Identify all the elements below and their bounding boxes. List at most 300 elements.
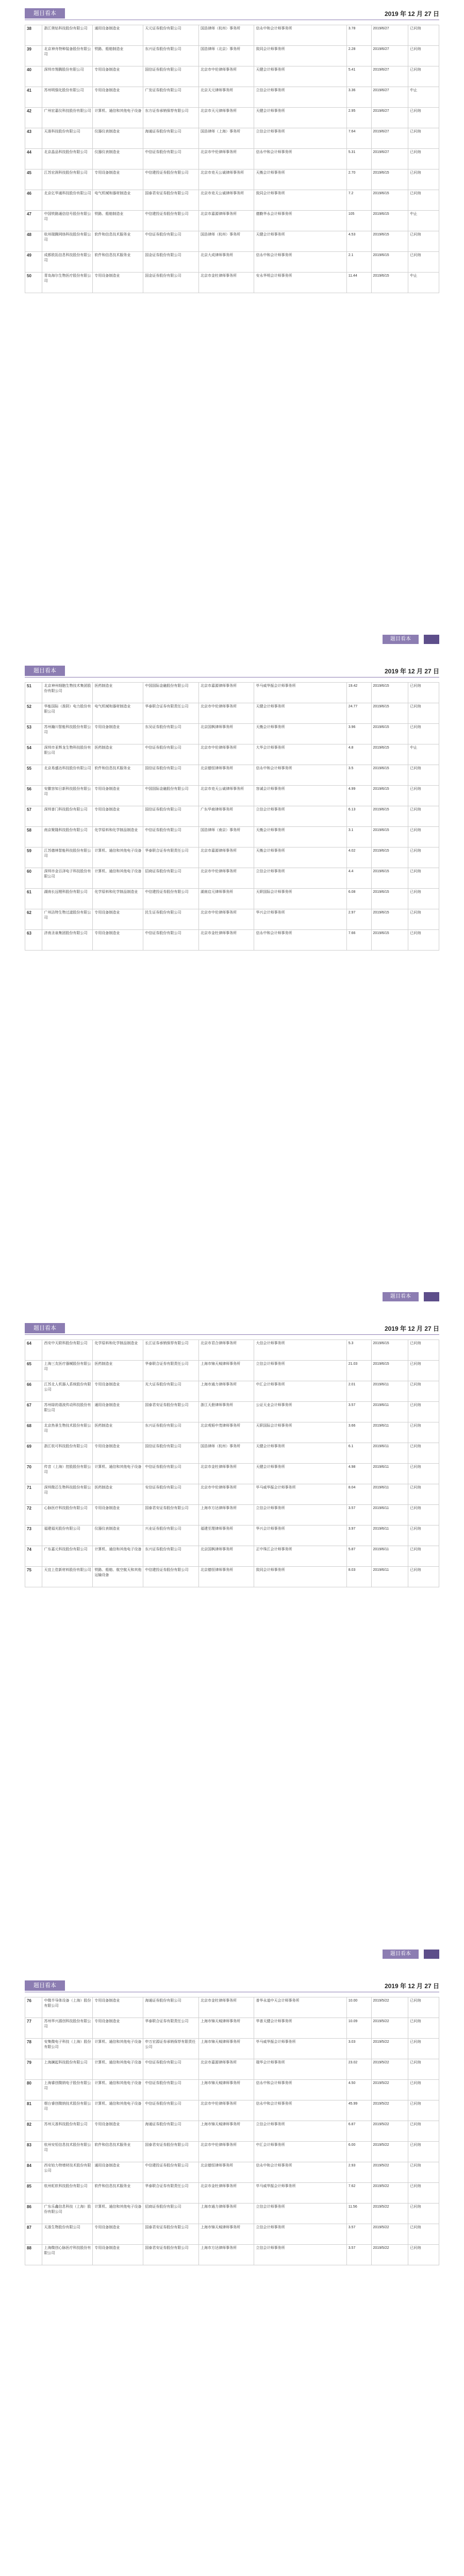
table-cell: 北京市金杜律师事务所 — [198, 2183, 254, 2204]
table-row — [25, 683, 439, 703]
table-cell: 计算机、通信和其他电子设备 — [93, 2039, 143, 2059]
table-cell: 公证天业会计师事务所 — [254, 1402, 346, 1422]
table-cell: 中信建投证券股份有限公司 — [143, 889, 199, 909]
table-cell: 杭州虹软科技股份有限公司 — [42, 2183, 93, 2204]
table-cell: 湖南启元律师事务所 — [198, 889, 254, 909]
table-cell: 浙江杭可科技股份有限公司 — [42, 1443, 93, 1464]
table-cell: 上海市锦天城律师事务所 — [198, 2018, 254, 2039]
table-cell: 北京市嘉源律师事务所 — [198, 211, 254, 231]
table-row — [25, 1464, 439, 1484]
table-row — [25, 1997, 439, 2018]
table-row — [25, 2100, 439, 2121]
table-cell: 正中珠江会计师事务所 — [254, 1546, 346, 1567]
table-cell: 软件和信息技术服务业 — [93, 2142, 143, 2162]
row-number-cell: 39 — [25, 46, 42, 66]
table-cell: 中止 — [408, 87, 439, 108]
table-cell: 国浩律师（南京）事务所 — [198, 827, 254, 848]
table-row — [25, 1567, 439, 1587]
table-cell: 11.44 — [346, 273, 371, 293]
table-cell: 天健会计师事务所 — [254, 1464, 346, 1484]
row-number-cell: 56 — [25, 786, 42, 806]
table-row — [25, 2142, 439, 2162]
table-cell: 计算机、通信和其他电子设备 — [93, 2080, 143, 2100]
ipo-queue-table — [25, 1997, 439, 2265]
table-cell: 铁路、船舶、航空航天和其他运输设备 — [93, 1567, 143, 1587]
row-number-cell: 53 — [25, 724, 42, 744]
table-cell: 已问询 — [408, 1402, 439, 1422]
table-cell: 德勤华永会计师事务所 — [254, 211, 346, 231]
page-footer — [383, 635, 439, 644]
table-row — [25, 2080, 439, 2100]
table-cell: 21.03 — [346, 1361, 371, 1381]
table-cell: 招商证券股份有限公司 — [143, 868, 199, 889]
table-cell: 国泰君安证券股份有限公司 — [143, 2142, 199, 2162]
table-cell: 11.56 — [346, 2204, 371, 2224]
table-cell: 2019/6/15 — [371, 683, 408, 703]
table-cell: 4.50 — [346, 2080, 371, 2100]
table-cell: 天衡会计师事务所 — [254, 848, 346, 868]
table-cell: 2019/5/22 — [371, 2100, 408, 2121]
table-cell: 2019/6/15 — [371, 930, 408, 951]
table-cell: 3.66 — [346, 1422, 371, 1443]
table-cell: 海通证券股份有限公司 — [143, 128, 199, 149]
table-cell: 华泰联合证券有限责任公司 — [143, 1361, 199, 1381]
table-cell: 2019/6/15 — [371, 868, 408, 889]
table-cell: 西安中天联科股份有限公司 — [42, 1340, 93, 1361]
table-cell: 杭州安恒信息技术股份有限公司 — [42, 2142, 93, 2162]
table-row — [25, 252, 439, 273]
table-cell: 已问询 — [408, 2162, 439, 2183]
table-cell: 已问询 — [408, 1997, 439, 2018]
table-cell: 深圳市金百泽电子科技股份有限公司 — [42, 868, 93, 889]
table-row — [25, 2059, 439, 2080]
table-cell: 2019/6/15 — [371, 848, 408, 868]
table-cell: 毕马威华振会计师事务所 — [254, 683, 346, 703]
table-cell: 上海微创心脉医疗科技股份有限公司 — [42, 2245, 93, 2265]
table-cell: 3.57 — [346, 2224, 371, 2245]
table-cell: 医药制造业 — [93, 1484, 143, 1505]
row-number-cell: 64 — [25, 1340, 42, 1361]
table-cell: 北京市天元律师事务所 — [198, 108, 254, 128]
table-row — [25, 1381, 439, 1402]
table-cell: 45.99 — [346, 2100, 371, 2121]
table-cell: 通用设备制造业 — [93, 1402, 143, 1422]
table-cell: 北京市竞天公诚律师事务所 — [198, 190, 254, 211]
page-header — [25, 1980, 439, 1993]
table-cell: 2019/6/15 — [371, 211, 408, 231]
table-cell: 上海市锦天城律师事务所 — [198, 2039, 254, 2059]
table-cell: 中信证券股份有限公司 — [143, 231, 199, 252]
table-cell: 北京市中伦律师事务所 — [198, 149, 254, 170]
table-cell: 国金证券股份有限公司 — [143, 273, 199, 293]
table-cell: 北京市金杜律师事务所 — [198, 1464, 254, 1484]
table-cell: 立信会计师事务所 — [254, 806, 346, 827]
table-cell: 计算机、通信和其他电子设备 — [93, 2100, 143, 2121]
table-cell: 7.64 — [346, 128, 371, 149]
ipo-queue-table — [25, 682, 439, 951]
table-cell: 国浩律师（杭州）事务所 — [198, 231, 254, 252]
row-number-cell: 71 — [25, 1484, 42, 1505]
table-cell: 瑞华会计师事务所 — [254, 2059, 346, 2080]
table-cell: 4.99 — [346, 786, 371, 806]
row-number-cell: 76 — [25, 1997, 42, 2018]
table-cell: 国金证券股份有限公司 — [143, 252, 199, 273]
table-cell: 4.4 — [346, 868, 371, 889]
row-number-cell: 57 — [25, 806, 42, 827]
header-date: 2019 年 12 月 27 日 — [384, 1982, 439, 1990]
table-row — [25, 744, 439, 765]
table-cell: 立信会计师事务所 — [254, 1361, 346, 1381]
table-cell: 毕马威华振会计师事务所 — [254, 2039, 346, 2059]
table-cell: 5.87 — [346, 1546, 371, 1567]
header-date: 2019 年 12 月 27 日 — [384, 1325, 439, 1332]
row-number-cell: 55 — [25, 765, 42, 786]
table-cell: 2019/6/11 — [371, 1381, 408, 1402]
table-cell: 天职国际会计师事务所 — [254, 1422, 346, 1443]
table-cell: 24.77 — [346, 703, 371, 724]
table-cell: 已问询 — [408, 190, 439, 211]
table-cell: 天宜上佳新材料股份有限公司 — [42, 1567, 93, 1587]
table-cell: 化学原料和化学制品制造业 — [93, 827, 143, 848]
table-cell: 已问询 — [408, 2100, 439, 2121]
table-cell: 专用设备制造业 — [93, 2224, 143, 2245]
row-number-cell: 81 — [25, 2100, 42, 2121]
table-row — [25, 1340, 439, 1361]
row-number-cell: 83 — [25, 2142, 42, 2162]
table-cell: 兴业证券股份有限公司 — [143, 1526, 199, 1546]
page-header — [25, 8, 439, 21]
table-cell: 2019/5/22 — [371, 2018, 408, 2039]
header-tag: 题目看本 — [25, 1323, 65, 1333]
table-cell: 已问询 — [408, 1567, 439, 1587]
table-cell: 计算机、通信和其他电子设备 — [93, 2204, 143, 2224]
table-cell: 传音（上海）控股股份有限公司 — [42, 1464, 93, 1484]
table-cell: 4.98 — [346, 1464, 371, 1484]
table-cell: 19.42 — [346, 683, 371, 703]
table-cell: 已问询 — [408, 2224, 439, 2245]
table-row — [25, 1443, 439, 1464]
table-cell: 致同会计师事务所 — [254, 46, 346, 66]
table-cell: 南京聚隆科技股份有限公司 — [42, 827, 93, 848]
table-cell: 3.78 — [346, 25, 371, 46]
table-cell: 已问询 — [408, 1340, 439, 1361]
table-cell: 2019/6/27 — [371, 87, 408, 108]
header-tag: 题目看本 — [25, 666, 65, 676]
table-row — [25, 231, 439, 252]
table-row — [25, 170, 439, 190]
table-cell: 专用设备制造业 — [93, 909, 143, 930]
table-cell: 民生证券股份有限公司 — [143, 909, 199, 930]
table-cell: 2019/6/15 — [371, 909, 408, 930]
table-cell: 4.8 — [346, 744, 371, 765]
table-cell: 6.1 — [346, 1443, 371, 1464]
table-cell: 计算机、通信和其他电子设备 — [93, 868, 143, 889]
row-number-cell: 84 — [25, 2162, 42, 2183]
row-number-cell: 42 — [25, 108, 42, 128]
table-cell: 北京德恒律师事务所 — [198, 1567, 254, 1587]
table-cell: 中信证券股份有限公司 — [143, 827, 199, 848]
table-cell: 国信证券股份有限公司 — [143, 765, 199, 786]
table-cell: 中信建投证券股份有限公司 — [143, 1567, 199, 1587]
table-cell: 上海市锦天城律师事务所 — [198, 2224, 254, 2245]
table-cell: 已问询 — [408, 252, 439, 273]
table-cell: 3.03 — [346, 2039, 371, 2059]
document-page — [0, 0, 464, 657]
table-cell: 3.97 — [346, 1526, 371, 1546]
table-cell: 苏州天准科技股份有限公司 — [42, 2121, 93, 2142]
table-row — [25, 806, 439, 827]
table-cell: 北京市中伦律师事务所 — [198, 744, 254, 765]
table-cell: 国信证券股份有限公司 — [143, 66, 199, 87]
table-row — [25, 786, 439, 806]
page-number — [424, 1292, 439, 1301]
table-cell: 中微半导体设备（上海）股份有限公司 — [42, 1997, 93, 2018]
table-cell: 已问询 — [408, 1422, 439, 1443]
row-number-cell: 48 — [25, 231, 42, 252]
row-number-cell: 62 — [25, 909, 42, 930]
table-cell: 2019/6/15 — [371, 786, 408, 806]
table-cell: 软件和信息技术服务业 — [93, 2183, 143, 2204]
table-row — [25, 868, 439, 889]
table-cell: 2019/5/22 — [371, 2245, 408, 2265]
document-page — [0, 1972, 464, 2576]
table-cell: 2019/6/11 — [371, 1484, 408, 1505]
table-cell: 烟台睿创微纳技术股份有限公司 — [42, 2100, 93, 2121]
table-cell: 已问询 — [408, 765, 439, 786]
table-cell: 毕马威华振会计师事务所 — [254, 2183, 346, 2204]
table-cell: 北京市金杜律师事务所 — [198, 930, 254, 951]
table-cell: 致同会计师事务所 — [254, 1567, 346, 1587]
table-cell: 2.70 — [346, 170, 371, 190]
table-cell: 北京亿华通科技股份有限公司 — [42, 190, 93, 211]
table-cell: 天健会计师事务所 — [254, 1443, 346, 1464]
table-cell: 大信会计师事务所 — [254, 1340, 346, 1361]
table-cell: 2019/6/15 — [371, 252, 408, 273]
table-row — [25, 211, 439, 231]
table-row — [25, 1484, 439, 1505]
table-cell: 信永中和会计师事务所 — [254, 252, 346, 273]
table-cell: 已问询 — [408, 2039, 439, 2059]
table-cell: 已问询 — [408, 2142, 439, 2162]
table-cell: 已问询 — [408, 231, 439, 252]
table-cell: 2019/6/27 — [371, 108, 408, 128]
table-cell: 电气机械和器材制造业 — [93, 703, 143, 724]
table-cell: 计算机、通信和其他电子设备 — [93, 1464, 143, 1484]
table-cell: 已问询 — [408, 1443, 439, 1464]
table-row — [25, 2204, 439, 2224]
table-cell: 2019/6/15 — [371, 1340, 408, 1361]
row-number-cell: 59 — [25, 848, 42, 868]
document-page — [0, 1315, 464, 1972]
table-cell: 北京市中伦律师事务所 — [198, 703, 254, 724]
row-number-cell: 80 — [25, 2080, 42, 2100]
table-cell: 天健会计师事务所 — [254, 66, 346, 87]
table-cell: 8.04 — [346, 1484, 371, 1505]
table-cell: 天健会计师事务所 — [254, 231, 346, 252]
table-row — [25, 2245, 439, 2265]
header-date: 2019 年 12 月 27 日 — [384, 668, 439, 675]
table-cell: 2019/6/27 — [371, 66, 408, 87]
table-cell: 专用设备制造业 — [93, 930, 143, 951]
table-cell: 光大证券股份有限公司 — [143, 1381, 199, 1402]
table-cell: 3.5 — [346, 765, 371, 786]
table-row — [25, 1546, 439, 1567]
table-cell: 2019/6/11 — [371, 1546, 408, 1567]
table-cell: 上海睿创微纳电子股份有限公司 — [42, 2080, 93, 2100]
table-cell: 济南圣泉集团股份有限公司 — [42, 930, 93, 951]
table-cell: 杭州瑞腾网络科技股份有限公司 — [42, 231, 93, 252]
table-row — [25, 2121, 439, 2142]
table-cell: 立信会计师事务所 — [254, 868, 346, 889]
table-cell: 信永中和会计师事务所 — [254, 25, 346, 46]
row-number-cell: 70 — [25, 1464, 42, 1484]
table-cell: 江苏德林智能科技股份有限公司 — [42, 848, 93, 868]
table-cell: 已问询 — [408, 2183, 439, 2204]
table-cell: 2019/5/22 — [371, 2121, 408, 2142]
table-row — [25, 273, 439, 293]
table-cell: 华泰联合证券有限责任公司 — [143, 848, 199, 868]
table-cell: 4.53 — [346, 231, 371, 252]
table-row — [25, 128, 439, 149]
table-cell: 软件和信息技术服务业 — [93, 252, 143, 273]
table-cell: 中信证券股份有限公司 — [143, 149, 199, 170]
table-cell: 专用设备制造业 — [93, 87, 143, 108]
header-date: 2019 年 12 月 27 日 — [384, 10, 439, 18]
table-cell: 信永中和会计师事务所 — [254, 930, 346, 951]
table-row — [25, 1402, 439, 1422]
table-cell: 北京大成律师事务所 — [198, 252, 254, 273]
table-cell: 苏州华兴源创科技股份有限公司 — [42, 2018, 93, 2039]
row-number-cell: 66 — [25, 1381, 42, 1402]
table-cell: 天职国际会计师事务所 — [254, 889, 346, 909]
page-footer — [383, 1950, 439, 1959]
table-cell: 已问询 — [408, 66, 439, 87]
table-cell: 铁路、船舶制造业 — [93, 46, 143, 66]
table-cell: 中信证券股份有限公司 — [143, 2100, 199, 2121]
table-cell: 信永中和会计师事务所 — [254, 2162, 346, 2183]
table-cell: 中信证券股份有限公司 — [143, 930, 199, 951]
table-cell: 国泰君安证券股份有限公司 — [143, 190, 199, 211]
table-row — [25, 1361, 439, 1381]
table-cell: 医药制造业 — [93, 1422, 143, 1443]
table-cell: 国信证券股份有限公司 — [143, 1443, 199, 1464]
row-number-cell: 75 — [25, 1567, 42, 1587]
table-cell: 2019/6/15 — [371, 1361, 408, 1381]
ipo-queue-table — [25, 25, 439, 293]
table-cell: 3.57 — [346, 2245, 371, 2265]
table-cell: 医药制造业 — [93, 683, 143, 703]
table-cell: 专用设备制造业 — [93, 2121, 143, 2142]
table-cell: 2019/5/22 — [371, 2059, 408, 2080]
table-cell: 已问询 — [408, 1505, 439, 1526]
table-cell: 软件和信息技术服务业 — [93, 231, 143, 252]
row-number-cell: 41 — [25, 87, 42, 108]
page-number — [424, 1950, 439, 1959]
page-footer — [383, 1292, 439, 1301]
table-cell: 已问询 — [408, 2204, 439, 2224]
table-cell: 已问询 — [408, 108, 439, 128]
table-row — [25, 25, 439, 46]
table-row — [25, 848, 439, 868]
footer-tag: 题目看本 — [383, 1950, 419, 1959]
table-cell: 天准生物股份有限公司 — [42, 2224, 93, 2245]
table-cell: 已问询 — [408, 930, 439, 951]
table-cell: 苏州绿的谐波传动科技股份有限公司 — [42, 1402, 93, 1422]
table-cell: 2019/6/15 — [371, 806, 408, 827]
table-cell: 立信会计师事务所 — [254, 128, 346, 149]
table-cell: 中信建投证券股份有限公司 — [143, 2162, 199, 2183]
table-cell: 2019/6/15 — [371, 170, 408, 190]
table-cell: 已问询 — [408, 2121, 439, 2142]
table-cell: 立信会计师事务所 — [254, 2121, 346, 2142]
table-cell: 专用设备制造业 — [93, 273, 143, 293]
table-cell: 青岛海尔生物医疗股份有限公司 — [42, 273, 93, 293]
table-cell: 北京市金杜律师事务所 — [198, 273, 254, 293]
table-cell: 立信会计师事务所 — [254, 2204, 346, 2224]
table-cell: 已问询 — [408, 46, 439, 66]
table-row — [25, 703, 439, 724]
table-cell: 2019/6/15 — [371, 703, 408, 724]
table-cell: 海通证券股份有限公司 — [143, 1997, 199, 2018]
table-cell: 专用设备制造业 — [93, 170, 143, 190]
document-page — [0, 657, 464, 1315]
page-number — [424, 635, 439, 644]
table-row — [25, 1422, 439, 1443]
table-cell: 2019/5/22 — [371, 2080, 408, 2100]
table-cell: 信永中和会计师事务所 — [254, 765, 346, 786]
table-cell: 北京易盛达科技股份有限公司 — [42, 765, 93, 786]
table-cell: 上海市锦天城律师事务所 — [198, 1361, 254, 1381]
table-cell: 已问询 — [408, 1381, 439, 1402]
table-cell: 已问询 — [408, 786, 439, 806]
row-number-cell: 44 — [25, 149, 42, 170]
table-cell: 已问询 — [408, 889, 439, 909]
table-cell: 2019/5/22 — [371, 2039, 408, 2059]
table-cell: 江苏北人机器人系统股份有限公司 — [42, 1381, 93, 1402]
table-cell: 北京市中伦律师事务所 — [198, 909, 254, 930]
table-cell: 2019/6/27 — [371, 149, 408, 170]
table-cell: 广东嘉元科技股份有限公司 — [42, 1546, 93, 1567]
row-number-cell: 43 — [25, 128, 42, 149]
table-cell: 已问询 — [408, 170, 439, 190]
table-cell: 专用设备制造业 — [93, 2245, 143, 2265]
table-cell: 5.3 — [346, 1340, 371, 1361]
row-number-cell: 79 — [25, 2059, 42, 2080]
table-cell: 东兴证券股份有限公司 — [143, 46, 199, 66]
row-number-cell: 49 — [25, 252, 42, 273]
table-cell: 北京市中伦律师事务所 — [198, 66, 254, 87]
row-number-cell: 74 — [25, 1546, 42, 1567]
table-cell: 湖南长远锂科股份有限公司 — [42, 889, 93, 909]
table-cell: 北京市中伦律师事务所 — [198, 2100, 254, 2121]
table-cell: 华泰联合证券有限责任公司 — [143, 2183, 199, 2204]
table-cell: 2019/6/27 — [371, 25, 408, 46]
table-cell: 已问询 — [408, 1464, 439, 1484]
table-cell: 东兴证券股份有限公司 — [143, 1546, 199, 1567]
table-cell: 已问询 — [408, 2059, 439, 2080]
table-cell: 广东华商律师事务所 — [198, 806, 254, 827]
table-cell: 中止 — [408, 744, 439, 765]
table-cell: 专用设备制造业 — [93, 1997, 143, 2018]
table-row — [25, 2183, 439, 2204]
table-cell: 2019/5/22 — [371, 2183, 408, 2204]
table-cell: 普华永道中天会计师事务所 — [254, 1997, 346, 2018]
table-cell: 中信建投证券股份有限公司 — [143, 211, 199, 231]
table-cell: 成都欧拓信息科技股份有限公司 — [42, 252, 93, 273]
table-cell: 北京市嘉源律师事务所 — [198, 2059, 254, 2080]
row-number-cell: 69 — [25, 1443, 42, 1464]
table-cell: 2019/6/15 — [371, 889, 408, 909]
